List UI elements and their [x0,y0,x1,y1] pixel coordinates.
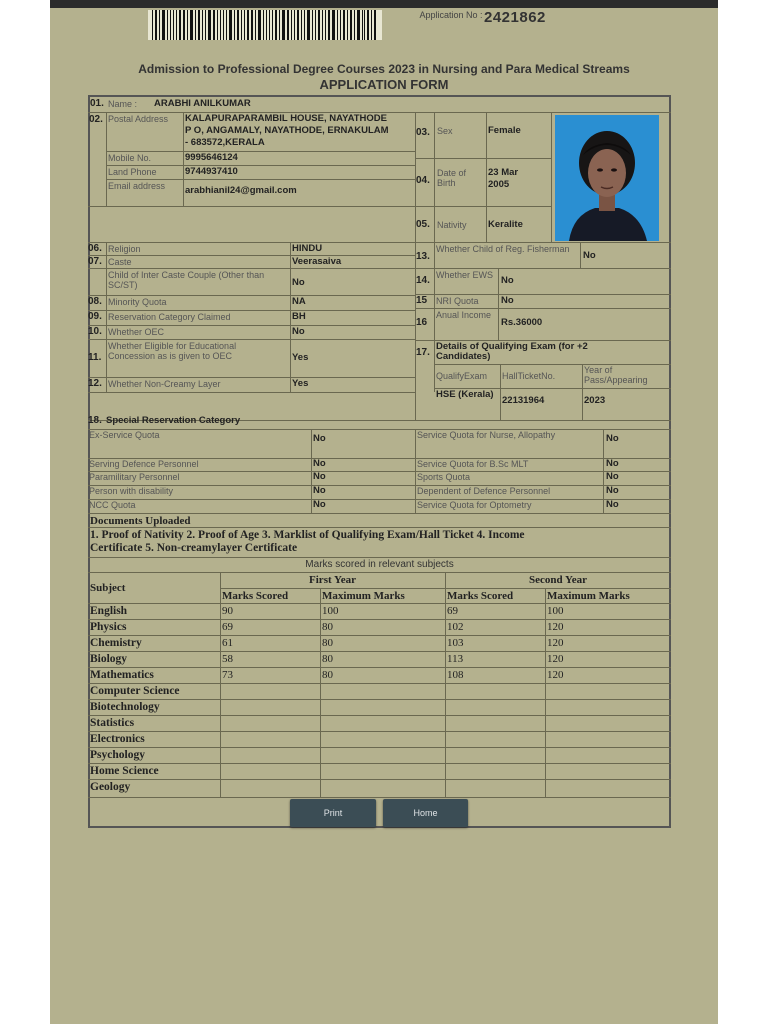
subject-name: Home Science [90,765,159,777]
second-year-scored: 103 [447,637,464,649]
nri-label: NRI Quota [436,296,479,306]
row-divider [88,731,671,732]
dob-label: Date of Birth [437,168,467,188]
income-label: Anual Income [436,310,492,320]
caste-label: Caste [108,257,132,267]
top-dark-strip [50,0,718,8]
minority-label: Minority Quota [108,297,167,307]
field-number: 04. [416,176,430,186]
special-left-label: Serving Defence Personnel [89,459,199,469]
print-button[interactable]: Print [290,799,376,827]
religion-value: HINDU [292,244,323,254]
sy-max-header: Maximum Marks [547,590,630,602]
row-divider [88,603,671,604]
religion-label: Religion [108,244,141,254]
reservation-label: Reservation Category Claimed [108,312,231,322]
land-phone-value: 9744937410 [185,167,238,177]
ews-label: Whether EWS [436,270,494,280]
application-no-label: Application No : [419,10,483,20]
row-divider [88,699,671,700]
second-year-max: 120 [547,669,564,681]
non-creamy-value: Yes [292,379,309,389]
minority-value: NA [292,297,306,307]
special-left-label: Person with disability [89,486,174,496]
sex-label: Sex [437,126,453,136]
field-number: 12. [88,379,102,389]
page-title: Admission to Professional Degree Courses 2023 in Nursing and Para Medical Streams [138,62,630,76]
first-year-header: First Year [309,574,356,586]
special-left-value: No [313,486,326,496]
field-number: 05. [416,220,430,230]
marks-caption: Marks scored in relevant subjects [305,559,454,570]
ews-value: No [501,276,514,286]
special-right-value: No [606,500,619,510]
postal-address-line-1: KALAPURAPARAMBIL HOUSE, NAYATHODE [185,114,387,124]
subject-name: Biology [90,653,128,665]
fisherman-value: No [583,251,596,261]
row-divider [88,683,671,684]
qualifying-exam-label: Details of Qualifying Exam (for +2 Candidates) [436,342,588,362]
inter-caste-value: No [292,278,305,288]
field-number: 15 [416,296,428,306]
mobile-value: 9995646124 [185,153,238,163]
special-right-label: Service Quota for Nurse, Allopathy [417,430,556,440]
subject-name: Geology [90,781,131,793]
subject-name: Biotechnology [90,701,160,713]
qual-col-exam: QualifyExam [436,371,488,381]
special-right-value: No [606,472,619,482]
second-year-scored: 113 [447,653,464,665]
special-right-label: Dependent of Defence Personnel [417,486,551,496]
subject-header: Subject [90,582,126,594]
sex-value: Female [488,126,521,136]
field-number: 13. [416,252,430,262]
second-year-max: 120 [547,621,564,633]
qual-col-ticket: HallTicketNo. [502,371,556,381]
special-left-label: Paramilitary Personnel [89,472,180,482]
special-left-value: No [313,500,326,510]
postal-address-line-2: P O, ANGAMALY, NAYATHODE, ERNAKULAM [185,126,389,136]
second-year-max: 120 [547,653,564,665]
documents-line-1: 1. Proof of Nativity 2. Proof of Age 3. Marklist of Qualifying Exam/Hall Ticket 4. Income [90,529,525,541]
first-year-scored: 69 [222,621,233,633]
row-divider [88,763,671,764]
first-year-max: 100 [322,605,339,617]
special-reservation-heading: Special Reservation Category [106,416,241,426]
subject-name: Statistics [90,717,135,729]
field-number: 02. [89,115,103,125]
applicant-photo [555,115,659,241]
name-value: ARABHI ANILKUMAR [154,99,251,109]
field-number: 06. [88,244,102,254]
special-left-value: No [313,472,326,482]
row-divider [88,779,671,780]
field-number: 08. [88,297,102,307]
first-year-max: 80 [322,653,333,665]
special-right-value: No [606,434,619,444]
second-year-header: Second Year [529,574,587,586]
field-number: 16 [416,318,428,328]
field-number: 10. [88,327,102,337]
name-label: Name : [108,99,138,109]
field-number: 01. [90,99,104,109]
special-left-value: No [313,434,326,444]
fy-scored-header: Marks Scored [222,590,289,602]
documents-heading: Documents Uploaded [90,515,191,527]
field-number: 03. [416,128,430,138]
field-number: 17. [416,348,430,358]
second-year-scored: 108 [447,669,464,681]
second-year-scored: 69 [447,605,458,617]
second-year-max: 120 [547,637,564,649]
documents-line-2: Certificate 5. Non-creamylayer Certificate [90,542,298,554]
land-phone-label: Land Phone [108,167,157,177]
subject-name: Electronics [90,733,145,745]
mobile-label: Mobile No. [108,153,152,163]
field-number: 07. [88,257,102,267]
field-number: 11. [88,353,102,363]
concession-value: Yes [292,353,309,363]
qual-year-value: 2023 [584,396,606,406]
dob-value-year: 2005 [488,180,510,190]
first-year-scored: 61 [222,637,233,649]
postal-address-line-3: - 683572,KERALA [185,138,265,148]
application-page [50,8,718,1024]
concession-label: Whether Eligible for Educational Concession as is given to OEC [108,341,237,361]
second-year-max: 100 [547,605,564,617]
application-no: 2421862 [484,9,546,26]
special-left-value: No [313,459,326,469]
field-number: 18. [88,416,102,426]
qual-ticket-value: 22131964 [502,396,545,406]
oec-value: No [292,327,305,337]
oec-label: Whether OEC [108,327,165,337]
subject-name: Computer Science [90,685,180,697]
non-creamy-label: Whether Non-Creamy Layer [108,379,221,389]
reservation-value: BH [292,312,306,322]
email-label: Email address [108,181,166,191]
caste-value: Veerasaiva [292,257,342,267]
subject-name: English [90,605,128,617]
subject-name: Psychology [90,749,145,761]
home-button[interactable]: Home [383,799,468,827]
field-number: 09. [88,312,102,322]
nri-value: No [501,296,514,306]
first-year-scored: 58 [222,653,233,665]
special-right-label: Service Quota for B.Sc MLT [417,459,529,469]
dob-value-day: 23 Mar [488,168,519,178]
first-year-max: 80 [322,637,333,649]
nativity-value: Keralite [488,220,523,230]
row-divider [88,651,671,652]
first-year-max: 80 [322,669,333,681]
nativity-label: Nativity [437,220,467,230]
special-right-value: No [606,459,619,469]
fisherman-label: Whether Child of Reg. Fisherman [436,244,570,254]
income-value: Rs.36000 [501,318,543,328]
special-left-label: Ex-Service Quota [89,430,160,440]
first-year-scored: 73 [222,669,233,681]
first-year-max: 80 [322,621,333,633]
row-divider [88,747,671,748]
special-right-label: Sports Quota [417,472,471,482]
inter-caste-label: Child of Inter Caste Couple (Other than SC/ST) [108,270,265,290]
postal-address-label: Postal Address [108,114,169,124]
sy-scored-header: Marks Scored [447,590,514,602]
special-left-label: NCC Quota [89,500,136,510]
subject-name: Mathematics [90,669,154,681]
row-divider [88,715,671,716]
qual-col-year: Year of Pass/Appearing [584,365,648,385]
row-divider [88,635,671,636]
barcode [148,10,382,40]
subject-name: Chemistry [90,637,142,649]
email-value: arabhianil24@gmail.com [185,186,297,196]
form-title: APPLICATION FORM [319,77,449,92]
row-divider [88,667,671,668]
row-divider [88,619,671,620]
first-year-scored: 90 [222,605,233,617]
special-right-value: No [606,486,619,496]
fy-max-header: Maximum Marks [322,590,405,602]
subject-name: Physics [90,621,127,633]
second-year-scored: 102 [447,621,464,633]
special-right-label: Service Quota for Optometry [417,500,532,510]
field-number: 14. [416,276,430,286]
qual-exam-value: HSE (Kerala) [436,390,494,400]
